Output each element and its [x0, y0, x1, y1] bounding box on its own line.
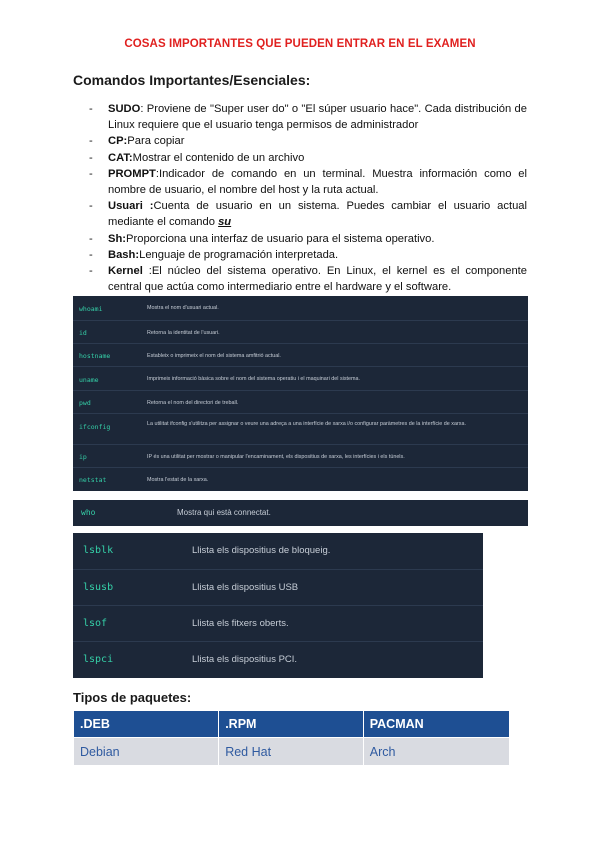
command-name: ip [79, 453, 87, 461]
commands-table-who [73, 500, 528, 526]
table-cell: Red Hat [219, 738, 364, 766]
command-description: Llista els dispositius USB [192, 582, 299, 593]
table-row [73, 641, 483, 679]
table-row [73, 569, 483, 606]
term: PROMPT [108, 167, 156, 180]
table-row [73, 605, 483, 642]
command-description: La utilitat ifconfig s'utilitza per assignar o veure una adreça a una interfície de xarxa i/o configurar paràmetres de la interfície de xarxa. [147, 421, 466, 427]
table-row [73, 533, 483, 569]
list-item [89, 150, 527, 166]
list-item [89, 263, 527, 295]
table-row [73, 366, 528, 391]
definition: Para copiar [127, 135, 185, 148]
term: Kernel [108, 265, 143, 278]
commands-table-devices [73, 533, 483, 678]
command-description: IP és una utilitat per mostrar o manipular l'encaminament, els dispositius de xarxa, les interfícies i els túnels. [147, 454, 405, 460]
command-name: hostname [79, 352, 111, 360]
command-name: uname [79, 376, 99, 384]
command-name: whoami [79, 305, 103, 313]
list-item [89, 231, 527, 247]
table-row [73, 444, 528, 468]
table-row [73, 390, 528, 414]
header-cell: .DEB [74, 711, 219, 738]
separator: : [140, 103, 147, 115]
list-item [89, 198, 527, 230]
command-name: lspci [83, 654, 114, 665]
list-item [89, 133, 527, 149]
definition: Cuenta de usuario en un sistema. Puedes cambiar el usuario actual mediante el comando [108, 200, 528, 229]
command-description: Retorna el nom del directori de treball. [147, 400, 239, 406]
page-title: COSAS IMPORTANTES QUE PUEDEN ENTRAR EN EL EXAMEN [124, 38, 476, 50]
command-description: Retorna la identitat de l'usuari. [147, 330, 220, 336]
definition: Indicador de comando en un terminal. Muestra información como el nombre de usuario, el nombre del host y la ruta actual. [108, 167, 527, 197]
command-list [89, 101, 527, 295]
definition: Lenguaje de programación interpretada. [139, 248, 339, 261]
term: CP: [108, 135, 128, 148]
command-description: Mostra el nom d'usuari actual. [147, 305, 219, 311]
list-item [89, 101, 527, 133]
command-name: ifconfig [79, 423, 111, 431]
definition: Mostrar el contenido de un archivo [132, 151, 305, 164]
command-name: pwd [79, 399, 91, 407]
table-row [73, 467, 528, 492]
term: Bash: [108, 248, 140, 261]
definition: Proporciona una interfaz de usuario para el sistema operativo. [126, 232, 435, 245]
command-description: Imprimeix informació bàsica sobre el nom del sistema operatiu i el maquinari del sistema. [147, 376, 361, 382]
command-description: Llista els dispositius de bloqueig. [192, 545, 331, 556]
term: Usuari : [108, 200, 154, 213]
table-row [73, 296, 528, 320]
separator: : [142, 265, 152, 278]
packages-table [73, 710, 510, 766]
term: CAT: [108, 151, 133, 164]
definition: Proviene de "Super user do" o "El súper usuario hace". Cada distribución de Linux requiere que el usuario tenga permisos de administrador [108, 103, 527, 132]
command-description: Llista els fitxers oberts. [192, 618, 289, 629]
command-name: lsof [83, 618, 108, 629]
command-description: Mostra l'estat de la xarxa. [147, 477, 209, 483]
table-row [74, 738, 510, 766]
table-row [73, 320, 528, 344]
table-cell: Arch [363, 738, 509, 766]
su-command: su [218, 216, 232, 229]
table-row [73, 343, 528, 367]
section-heading-commands: Comandos Importantes/Esenciales: [73, 72, 311, 88]
table-row [73, 413, 528, 445]
command-description: Mostra qui està connectat. [177, 508, 271, 517]
list-item [89, 247, 527, 263]
command-name: who [81, 508, 96, 517]
term: Sh: [108, 232, 127, 245]
table-cell: Debian [74, 738, 219, 766]
definition: El núcleo del sistema operativo. En Linux, el kernel es el componente central que actúa como intermediario entre el hardware y el software. [108, 265, 528, 294]
command-description: Estableix o imprimeix el nom del sistema amfitrió actual. [147, 353, 281, 359]
list-item [89, 166, 527, 198]
term: SUDO [108, 103, 141, 115]
command-description: Llista els dispositius PCI. [192, 654, 298, 665]
header-cell: PACMAN [363, 711, 509, 738]
header-cell: .RPM [219, 711, 364, 738]
separator: : [155, 167, 159, 180]
commands-table-basic [73, 296, 528, 491]
command-name: id [79, 329, 87, 337]
command-name: lsblk [83, 545, 114, 556]
command-name: netstat [79, 476, 107, 484]
table-header-row [74, 711, 510, 738]
command-name: lsusb [83, 582, 114, 593]
section-heading-packages: Tipos de paquetes: [73, 690, 192, 705]
